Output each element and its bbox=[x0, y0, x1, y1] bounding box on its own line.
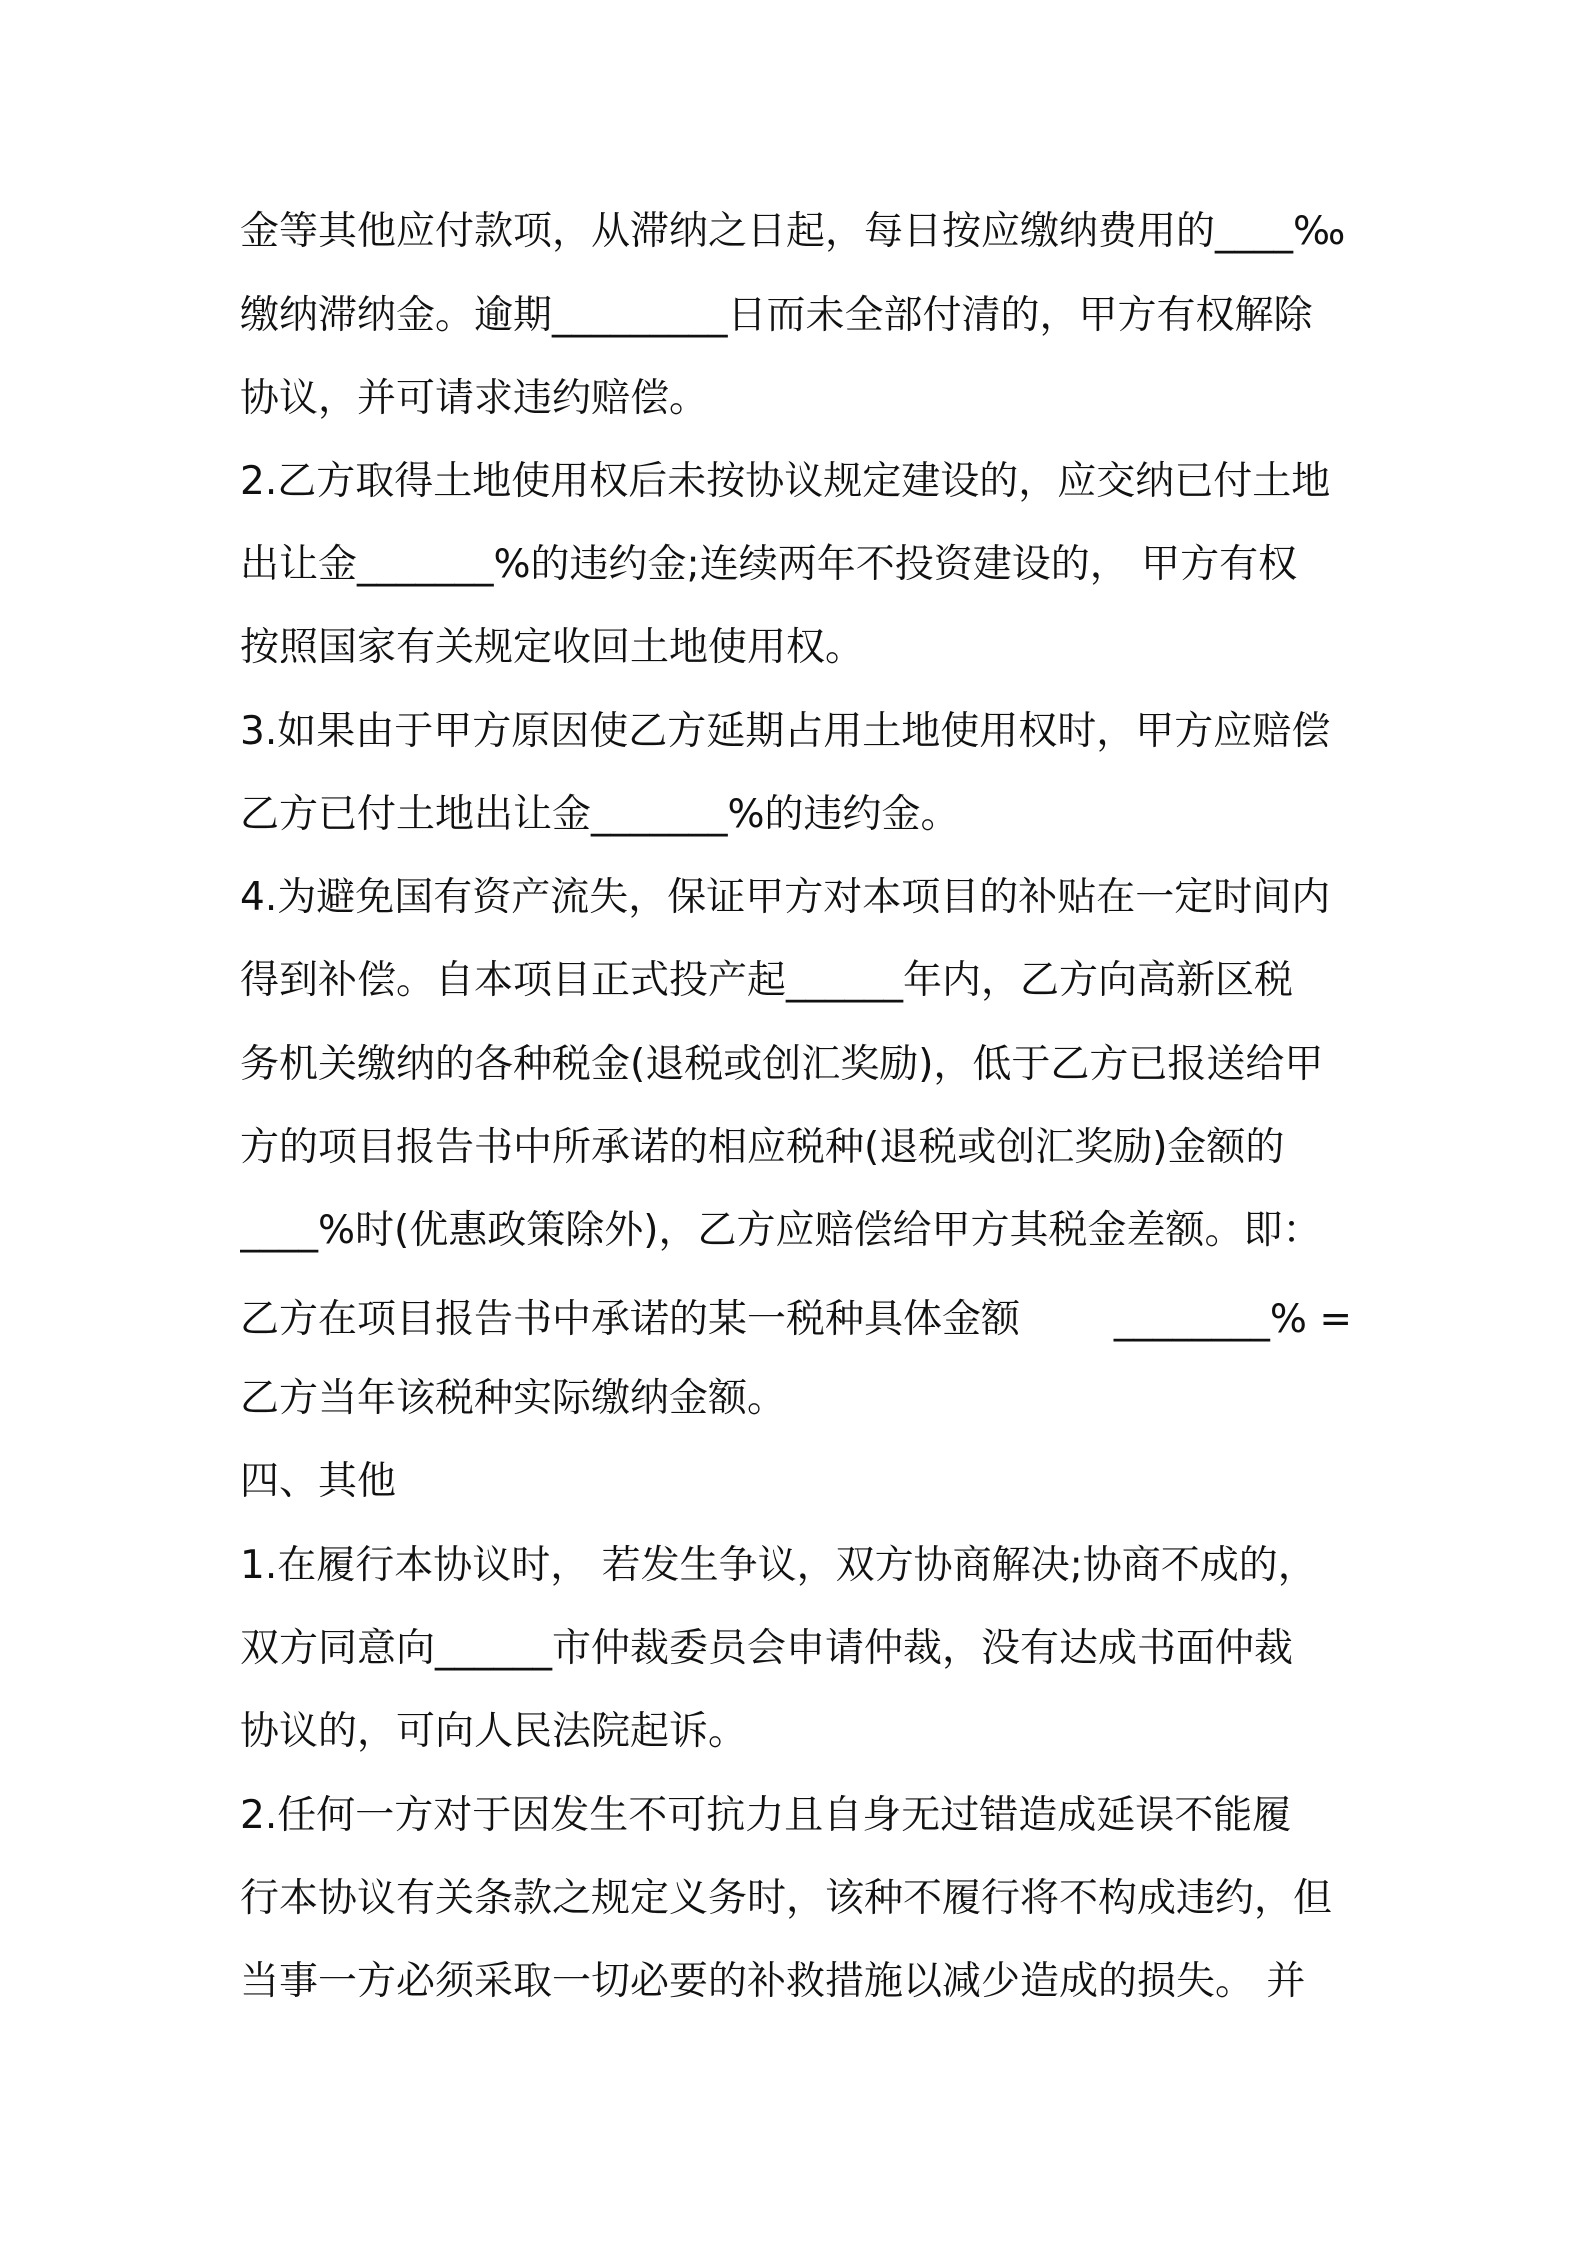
text-line: 金等其他应付款项，从滞纳之日起，每日按应缴纳费用的____‰ bbox=[240, 209, 1346, 254]
text-line: 1.在履行本协议时， 若发生争议，双方协商解决;协商不成的， bbox=[240, 1543, 1317, 1588]
text-line: 乙方当年该税种实际缴纳金额。 bbox=[240, 1376, 787, 1421]
text-line: 出让金_______%的违约金;连续两年不投资建设的， 甲方有权 bbox=[240, 542, 1298, 587]
text-line: 协议的，可向人民法院起诉。 bbox=[240, 1709, 748, 1754]
text-line: 方的项目报告书中所承诺的相应税种(退税或创汇奖励)金额的 bbox=[240, 1125, 1285, 1170]
text-line: 当事一方必须采取一切必要的补救措施以减少造成的损失。 并 bbox=[240, 1959, 1306, 2004]
section-heading: 四、其他 bbox=[240, 1459, 397, 1504]
text-line: 乙方已付土地出让金_______%的违约金。 bbox=[240, 792, 960, 837]
text-line: 务机关缴纳的各种税金(退税或创汇奖励)，低于乙方已报送给甲 bbox=[240, 1042, 1324, 1087]
text-line: 行本协议有关条款之规定义务时，该种不履行将不构成违约，但 bbox=[240, 1876, 1333, 1921]
formula-left-text: 乙方在项目报告书中承诺的某一税种具体金额 bbox=[240, 1297, 1021, 1342]
text-line: 2.任何一方对于因发生不可抗力且自身无过错造成延误不能履 bbox=[240, 1793, 1292, 1838]
formula-right-text: ________% = bbox=[1113, 1297, 1352, 1342]
text-line: 2.乙方取得土地使用权后未按协议规定建设的，应交纳已付土地 bbox=[240, 459, 1331, 504]
text-line: 双方同意向______市仲裁委员会申请仲裁，没有达成书面仲裁 bbox=[240, 1626, 1294, 1671]
text-line: ____%时(优惠政策除外)，乙方应赔偿给甲方其税金差额。即： bbox=[240, 1208, 1322, 1253]
text-line: 按照国家有关规定收回土地使用权。 bbox=[240, 625, 865, 670]
text-line: 得到补偿。自本项目正式投产起______年内，乙方向高新区税 bbox=[240, 958, 1294, 1003]
text-line: 协议，并可请求违约赔偿。 bbox=[240, 376, 709, 421]
text-line: 3.如果由于甲方原因使乙方延期占用土地使用权时，甲方应赔偿 bbox=[240, 709, 1331, 754]
text-line: 缴纳滞纳金。逾期_________日而未全部付清的，甲方有权解除 bbox=[240, 293, 1313, 338]
text-line: 4.为避免国有资产流失，保证甲方对本项目的补贴在一定时间内 bbox=[240, 875, 1331, 920]
formula-line bbox=[240, 1290, 1352, 1350]
